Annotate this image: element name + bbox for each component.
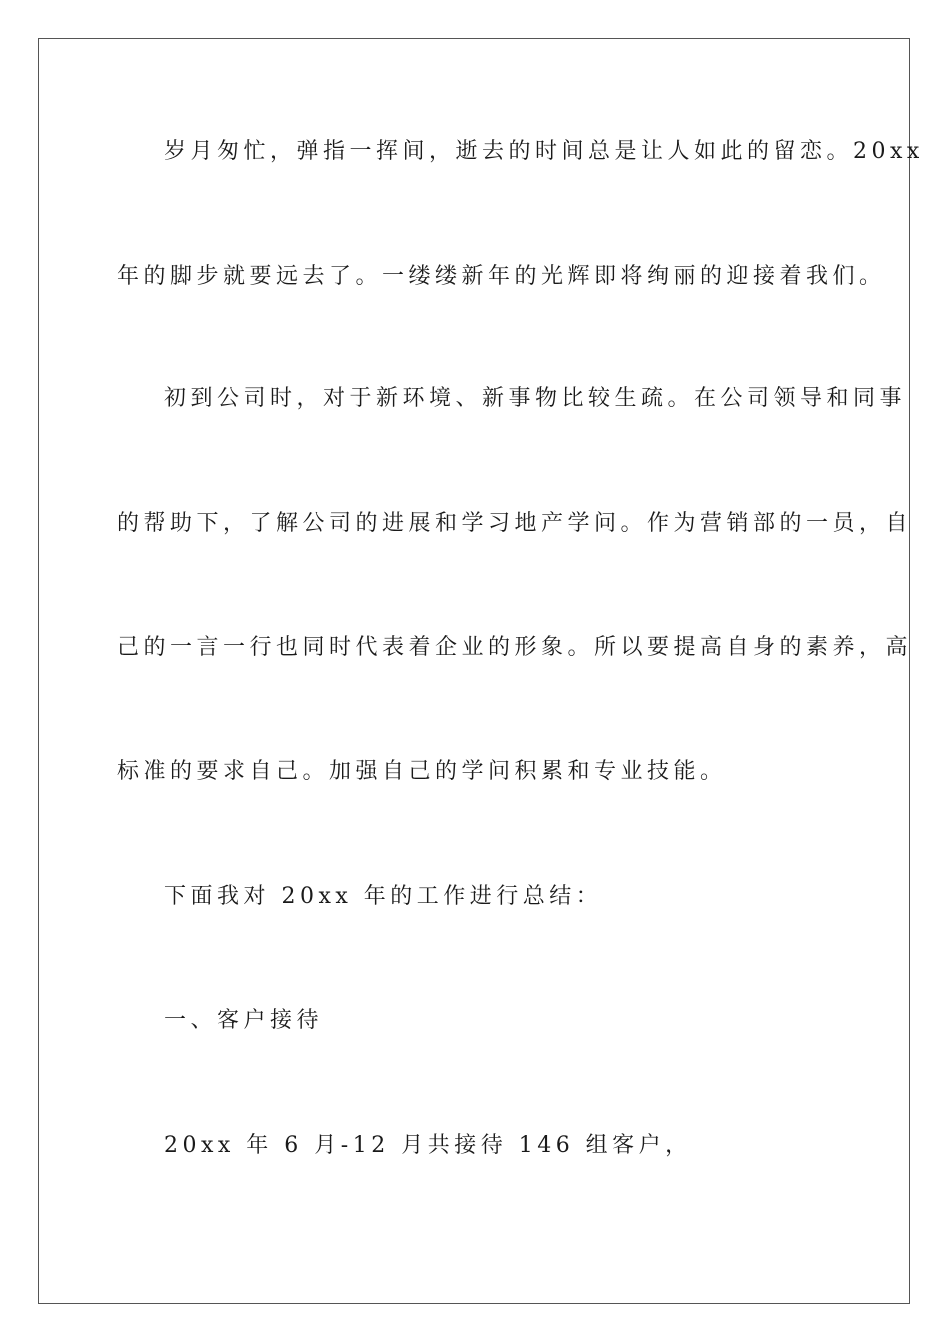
paragraph-line-1: 岁月匆忙，弹指一挥间，逝去的时间总是让人如此的留恋。20xx (164, 139, 924, 164)
paragraph-line-6: 标准的要求自己。加强自己的学问积累和专业技能。 (117, 759, 727, 784)
paragraph-line-4: 的帮助下，了解公司的进展和学习地产学问。作为营销部的一员，自 (117, 511, 913, 536)
paragraph-line-2: 年的脚步就要远去了。一缕缕新年的光辉即将绚丽的迎接着我们。 (117, 264, 886, 289)
page-border (38, 38, 913, 1304)
paragraph-line-9: 20xx 年 6 月-12 月共接待 146 组客户， (164, 1133, 692, 1158)
paragraph-line-3: 初到公司时，对于新环境、新事物比较生疏。在公司领导和同事 (164, 386, 907, 411)
paragraph-line-5: 己的一言一行也同时代表着企业的形象。所以要提高自身的素养，高 (117, 635, 913, 660)
section-heading: 一、客户接待 (164, 1008, 324, 1033)
paragraph-line-7: 下面我对 20xx 年的工作进行总结： (164, 884, 603, 909)
